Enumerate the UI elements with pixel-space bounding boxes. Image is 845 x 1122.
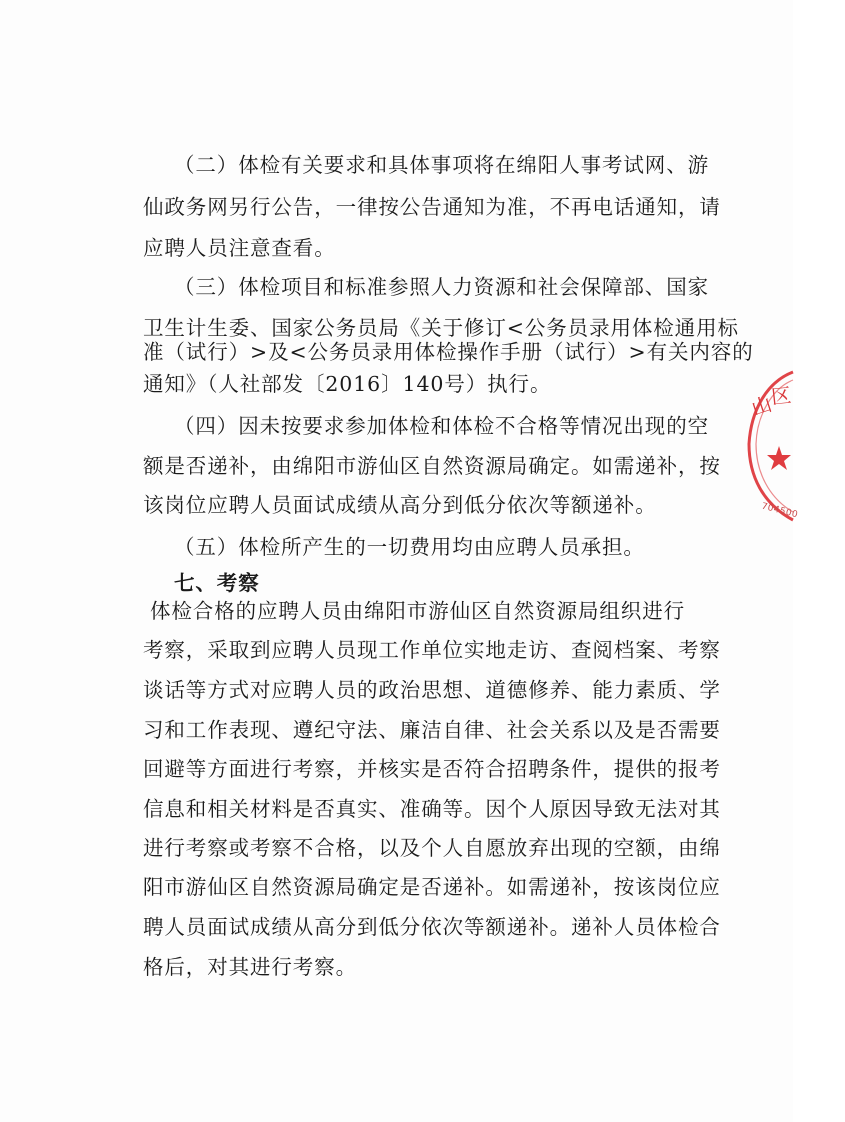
paragraph-line: （四）因未按要求参加体检和体检不合格等情况出现的空	[174, 414, 709, 438]
paragraph-line: 考察，采取到应聘人员现工作单位实地走访、查阅档案、考察	[143, 638, 721, 662]
paragraph-line: 阳市游仙区自然资源局确定是否递补。如需递补，按该岗位应	[143, 875, 721, 899]
paragraph-line: 该岗位应聘人员面试成绩从高分到低分依次等额递补。	[143, 493, 657, 517]
paragraph-line: 进行考察或考察不合格，以及个人自愿放弃出现的空额，由绵	[143, 836, 721, 860]
paragraph-line: 聘人员面试成绩从高分到低分依次等额递补。递补人员体检合	[143, 915, 721, 939]
paragraph-line: 应聘人员注意查看。	[143, 236, 336, 260]
official-seal	[745, 360, 845, 540]
paragraph-line: 谈话等方式对应聘人员的政治思想、道德修养、能力素质、学	[143, 678, 721, 702]
paragraph-line: （二）体检有关要求和具体事项将在绵阳人事考试网、游	[174, 153, 709, 177]
seal-number: 704500	[760, 501, 800, 521]
paragraph-line: 通知》（人社部发〔2016〕140号）执行。	[143, 372, 552, 396]
seal-character: 山	[748, 391, 775, 421]
paragraph-line: 格后，对其进行考察。	[143, 955, 357, 979]
paragraph-line: 习和工作表现、遵纪守法、廉洁自律、社会关系以及是否需要	[143, 718, 721, 742]
paragraph-line: 体检合格的应聘人员由绵阳市游仙区自然资源局组织进行	[150, 599, 685, 623]
seal-character: 区	[769, 383, 793, 409]
paragraph-line: 回避等方面进行考察，并核实是否符合招聘条件，提供的报考	[143, 757, 721, 781]
paragraph-line: 准（试行）>及<公务员录用体检操作手册（试行）>有关内容的	[143, 340, 754, 364]
paragraph-line: 卫生计生委、国家公务员局《关于修订<公务员录用体检通用标	[143, 316, 739, 340]
paragraph-line: 额是否递补，由绵阳市游仙区自然资源局确定。如需递补，按	[143, 454, 721, 478]
paragraph-line: 信息和相关材料是否真实、准确等。因个人原因导致无法对其	[143, 797, 721, 821]
section-heading: 七、考察	[174, 571, 260, 595]
paragraph-line: （三）体检项目和标准参照人力资源和社会保障部、国家	[174, 275, 709, 299]
paragraph-line: 仙政务网另行公告，一律按公告通知为准，不再电话通知，请	[143, 195, 721, 219]
paragraph-line: （五）体检所产生的一切费用均由应聘人员承担。	[174, 535, 645, 559]
